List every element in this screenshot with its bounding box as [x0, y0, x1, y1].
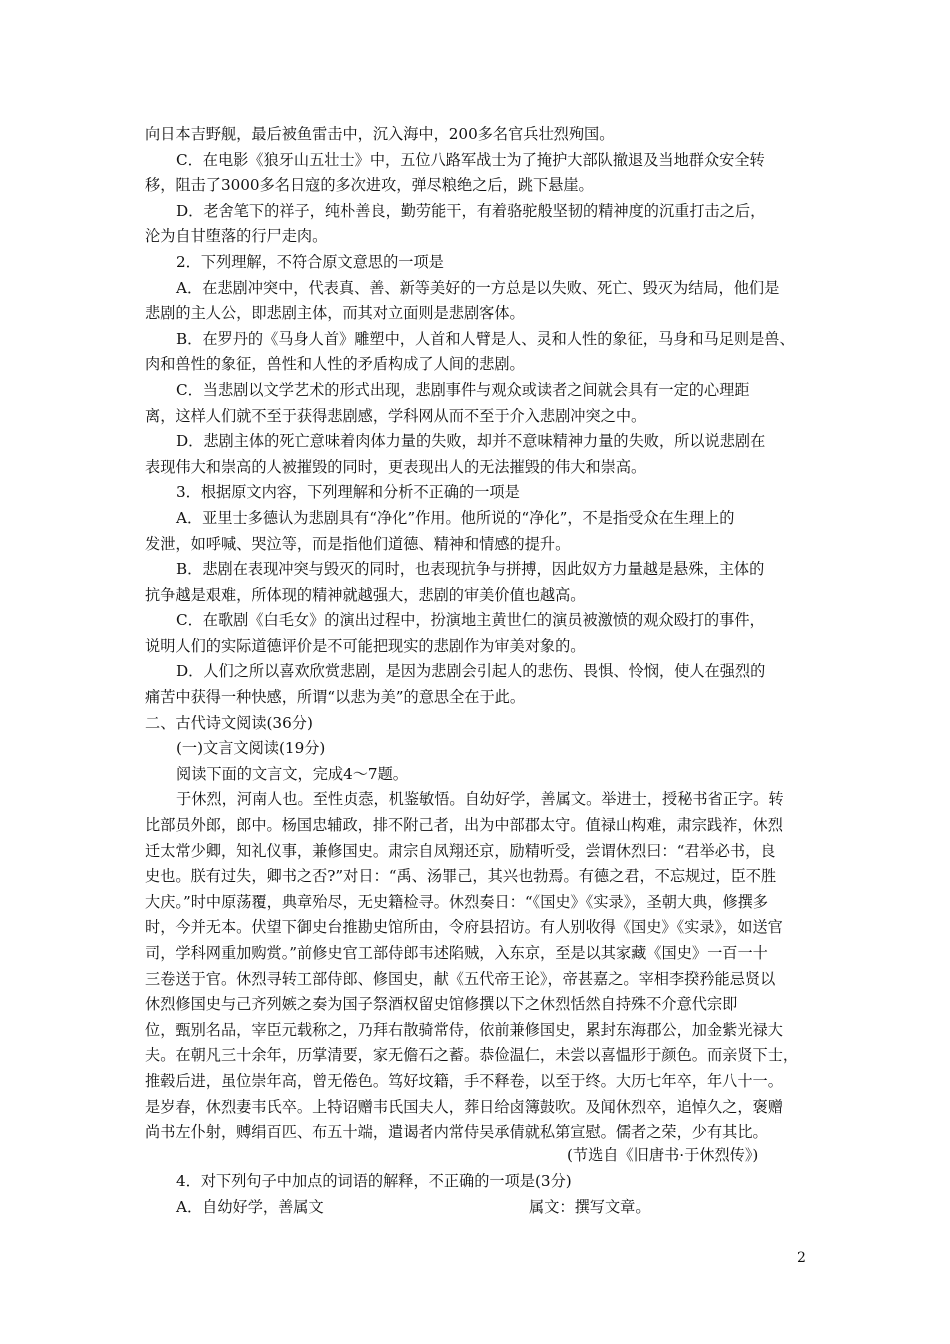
text-line: 推毂后进，虽位崇年高，曾无倦色。笃好坟籍，手不释卷，以至于终。大历七年卒，年八十一。 [145, 1071, 783, 1090]
text-line: C．当悲剧以文学艺术的形式出现，悲剧事件与观众或读者之间就会具有一定的心理距 [176, 380, 750, 399]
text-line: 三卷送于官。休烈寻转工部侍郎、修国史，献《五代帝王论》，帝甚嘉之。宰相李揆矜能忌贤以 [145, 969, 776, 988]
option-a-explanation: 属文：撰写文章。 [529, 1198, 651, 1216]
document-body [145, 122, 807, 1146]
text-line: C．在歌剧《白毛女》的演出过程中，扮演地主黄世仁的演员被激愤的观众殴打的事件， [176, 611, 765, 630]
text-line: 夫。在朝凡三十余年，历掌清要，家无儋石之蓄。恭俭温仁，未尝以喜愠形于颜色。而亲贤下士， [145, 1046, 799, 1065]
text-line: 阅读下面的文言文，完成4～7题。 [176, 764, 408, 783]
text-line: 移，阻击了3000多名日寇的多次进攻，弹尽粮绝之后，跳下悬崖。 [145, 176, 594, 195]
text-line: 悲剧的主人公，即悲剧主体，而其对立面则是悲剧客体。 [145, 304, 525, 323]
option-a-sentence: A．自幼好学，善属文 [176, 1198, 324, 1216]
page-number: 2 [797, 1250, 806, 1266]
text-line: 发泄，如呼喊、哭泣等，而是指他们道德、精神和情感的提升。 [145, 534, 571, 553]
source-citation: (节选自《旧唐书·于休烈传》) [567, 1146, 759, 1164]
text-line: 于休烈，河南人也。至性贞悫，机鉴敏悟。自幼好学，善属文。举进士，授秘书省正字。转 [176, 790, 784, 809]
text-line: B．悲剧在表现冲突与毁灭的同时，也表现抗争与拼搏，因此奴方力量越是悬殊，主体的 [176, 560, 765, 579]
text-line: D．悲剧主体的死亡意味着肉体力量的失败，却并不意味精神力量的失败，所以说悲剧在 [176, 432, 766, 451]
text-line: A．亚里士多德认为悲剧具有“净化”作用。他所说的“净化”，不是指受众在生理上的 [176, 508, 735, 527]
text-line: D．人们之所以喜欢欣赏悲剧，是因为悲剧会引起人的悲伤、畏惧、怜悯，使人在强烈的 [176, 662, 766, 681]
text-line: 向日本吉野舰，最后被鱼雷击中，沉入海中，200多名官兵壮烈殉国。 [145, 125, 615, 143]
text-line: 2．下列理解，不符合原文意思的一项是 [176, 252, 444, 271]
text-line: (一)文言文阅读(19分) [176, 739, 326, 758]
text-line: 说明人们的实际道德评价是不可能把现实的悲剧作为审美对象的。 [145, 636, 586, 655]
text-line: 肉和兽性的象征，兽性和人性的矛盾构成了人间的悲剧。 [145, 355, 525, 374]
text-line: A．在悲剧冲突中，代表真、善、新等美好的一方总是以失败、死亡、毁灭为结局，他们是 [176, 278, 780, 297]
text-line: 沦为自甘堕落的行尸走肉。 [145, 227, 328, 246]
text-line: 抗争越是艰难，所体现的精神就越强大，悲剧的审美价值也越高。 [145, 585, 586, 604]
text-line: 表现伟大和崇高的人被摧毁的同时，更表现出人的无法摧毁的伟大和崇高。 [145, 457, 647, 476]
text-line: 司，学科网重加购赏。”前修史官工部侍郎韦述陷贼，入东京，至是以其家藏《国史》一百一十 [145, 944, 768, 962]
text-line: C．在电影《狼牙山五壮士》中，五位八路军战士为了掩护大部队撤退及当地群众安全转 [176, 150, 765, 169]
text-line: 比部员外郎，郎中。杨国忠辅政，排不附己者，出为中部郡太守。值禄山构难，肃宗践祚，休烈 [145, 816, 783, 835]
text-line: 离，这样人们就不至于获得悲剧感，学科网从而不至于介入悲剧冲突之中。 [145, 406, 647, 425]
text-line: 痛苦中获得一种快感，所谓“以悲为美”的意思全在于此。 [145, 688, 526, 707]
text-line: 尚书左仆射，赙绢百匹、布五十端，遣谒者内常侍吴承倩就私第宣慰。儒者之荣，少有其比。 [145, 1123, 768, 1142]
text-line: 是岁春，休烈妻韦氏卒。上特诏赠韦氏国夫人，葬日给卤簿鼓吹。及闻休烈卒，追悼久之，褒赠 [145, 1097, 783, 1116]
question-4: 4．对下列句子中加点的词语的解释，不正确的一项是(3分) [176, 1172, 572, 1190]
text-line: 位，甄别名品，宰臣元载称之，乃拜右散骑常侍，依前兼修国史，累封东海郡公，加金紫光禄大 [145, 1020, 783, 1039]
text-line: 迁太常少卿，知礼仪事，兼修国史。肃宗自凤翔还京，励精听受，尝谓休烈曰：“君举必书，良 [145, 841, 776, 860]
text-line: 大庆。”时中原荡覆，典章殆尽，无史籍检寻。休烈奏日：“《国史》《实录》，圣朝大典，修撰多 [145, 892, 769, 911]
text-line: 休烈修国史与己齐列嫉之奏为国子祭酒权留史馆修撰以下之休烈恬然自持殊不介意代宗即 [145, 995, 738, 1014]
text-line: D．老舍笔下的祥子，纯朴善良，勤劳能干，有着骆驼般坚韧的精神度的沉重打击之后， [176, 201, 766, 220]
text-line: B．在罗丹的《马身人首》雕塑中，人首和人臂是人、灵和人性的象征，马身和马足则是兽、 [176, 329, 795, 348]
text-line: 时，今并无本。伏望下御史台推勘史馆所由，令府县招访。有人别收得《国史》《实录》，如送官 [145, 918, 783, 937]
text-line: 史也。朕有过失，卿书之否?”对日：“禹、汤罪己，其兴也勃焉。有德之君，不忘规过，臣不胜 [145, 867, 777, 886]
text-line: 二、古代诗文阅读(36分) [145, 713, 313, 732]
text-line: 3．根据原文内容，下列理解和分析不正确的一项是 [176, 483, 520, 502]
